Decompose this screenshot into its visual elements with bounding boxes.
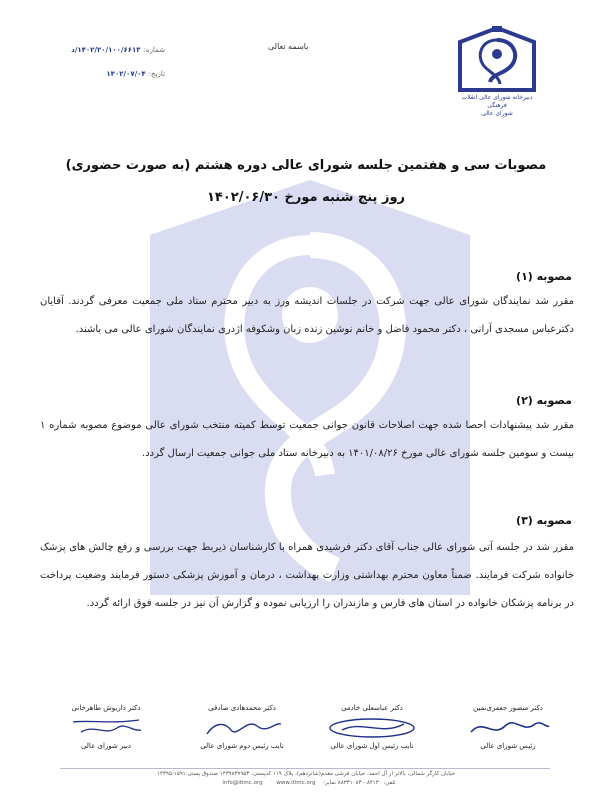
council-logo <box>454 26 540 136</box>
signature-block-4 <box>46 704 166 764</box>
handwritten-signature-icon <box>463 714 553 740</box>
footer-phone: تلفن: ۸۴۱۳۰ - ۸۸۳۳۱۰۸۳ نمابر: <box>323 780 396 786</box>
handwritten-signature-icon <box>197 714 287 740</box>
logo-org-name: دبیرخانه شورای عالی انقلاب فرهنگی شورای عالی <box>461 94 533 117</box>
resolution-3-text: مقرر شد در جلسه آتی شورای عالی جناب آقای دکتر فرشیدی همراه با کارشناسان ذیربط جهت بررسی و رفع چالش های پزشک خانواده شرکت فرمایند. ضمناً معاون محترم بهداشتی وزارت بهداشت ، درمان و آموزش پزشکی دستور فرمایند وضعیت پرداخت در برنامه پزشکان خانواده در استان های فارس و مازندران را ارزیابی نموده و گزارش آن نیز در جلسه فوق ارائه گردد. <box>40 542 574 609</box>
footer <box>0 770 612 788</box>
letter-date: تاریخ:۱۴۰۲/۰۷/۰۴ <box>106 70 165 78</box>
resolution-1-text: مقرر شد نمایندگان شورای عالی جهت شرکت در جلسات اندیشه ورز به دبیر محترم ستاد ملی جمعیت معرفی گردند. آقایان دکترعباس مسجدی آرانی ، دکتر محمود فاضل و خانم نوشین زنده زبان وشکوفه اژدری نمایندگان شورای عالی می باشند. <box>40 296 574 335</box>
signature-block-2 <box>312 704 432 764</box>
footer-divider <box>60 768 550 769</box>
signature-block-1 <box>448 704 568 764</box>
handwritten-signature-icon <box>61 714 151 740</box>
signatory-name: دکتر محمدهادی صادقی <box>208 704 276 712</box>
resolution-3-heading: مصوبه (۳) <box>516 514 572 527</box>
resolution-2-text: مقرر شد پیشنهادات احصا شده جهت اصلاحات قانون جوانی جمعیت توسط کمیته منتخب شورای عالی موضوع مصوبه شماره ۱ بیست و سومین جلسه شورای عالی مورخ ۱۴۰۱/۰۸/۲۶ به دبیرخانه ستاد ملی جوانی جمعیت ارسال گردد. <box>40 420 574 459</box>
letter-number: شماره:۱۴۰۲/۲۰/۱۰۰/۶۶۱۳/د <box>71 46 165 54</box>
signatory-name: دکتر منصور جعفری‌نمین <box>473 704 543 712</box>
resolution-1-heading: مصوبه (۱) <box>516 270 572 283</box>
signatory-name: دکتر عباسعلی خادمی <box>341 704 403 712</box>
handwritten-signature-icon <box>322 714 422 740</box>
signature-block-3 <box>182 704 302 764</box>
footer-address: خیابان کارگر شمالی، بالاتر از آل احمد، خیابان فرشی مقدم(شانزدهم)، پلاک ۱۱۹ کدپستی: ۱۴۳۹۸۳۷۹۵۳ صندوق پستی:۱۵۹۱-۱۴۳۹۵ <box>157 771 455 777</box>
footer-contact <box>0 779 612 788</box>
resolution-2-heading: مصوبه (۲) <box>516 394 572 407</box>
signatory-role: رئیس شورای عالی <box>480 742 536 750</box>
signatory-role: دبیر شورای عالی <box>80 742 132 750</box>
document-title: مصوبات سی و هفتمین جلسه شورای عالی دوره هشتم (به صورت حضوری) <box>65 158 547 173</box>
footer-email[interactable]: info@itimc.org <box>222 780 263 786</box>
logo-emblem-icon <box>454 26 540 92</box>
basmale: باسمه تعالی <box>268 42 309 51</box>
footer-website[interactable]: www.itimc.org <box>276 780 316 786</box>
signatory-role: نایب رئیس دوم شورای عالی <box>200 742 284 750</box>
document-subtitle: روز پنج شنبه مورخ ۱۴۰۲/۰۶/۳۰ <box>206 190 406 205</box>
signatory-name: دکتر داریوش طاهرخانی <box>71 704 141 712</box>
signatory-role: نایب رئیس اول شورای عالی <box>330 742 414 750</box>
